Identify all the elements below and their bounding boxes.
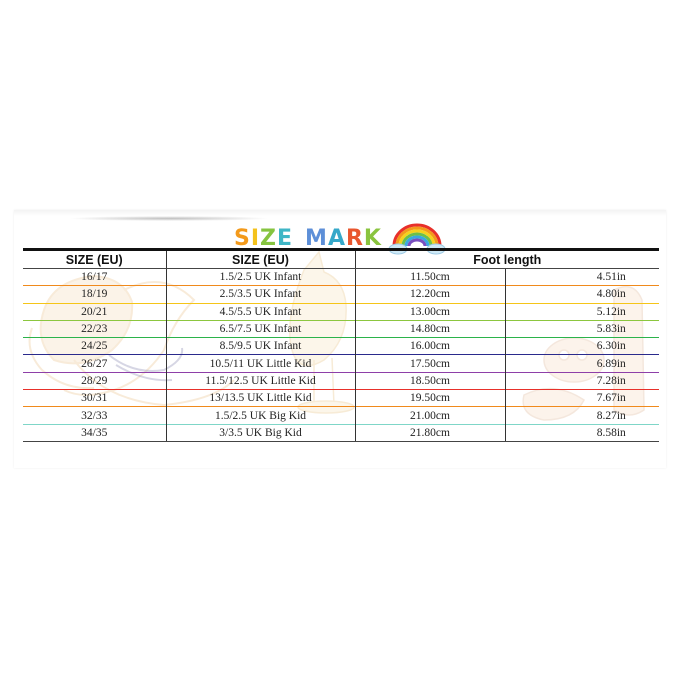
uk-size-cell: 2.5/3.5 UK Infant [166, 286, 355, 303]
table-row [23, 286, 659, 303]
uk-size-cell: 11.5/12.5 UK Little Kid [166, 372, 355, 389]
foot-length-inch-cell: 5.83in [505, 320, 659, 337]
table-header-row [23, 250, 659, 269]
eu-size-cell: 16/17 [23, 269, 166, 286]
foot-length-cm-cell: 17.50cm [355, 355, 505, 372]
header-foot-length: Foot length [355, 250, 659, 269]
foot-length-inch-cell: 8.58in [505, 424, 659, 441]
table-row [23, 303, 659, 320]
table-row [23, 269, 659, 286]
title-letter: A [327, 226, 346, 251]
foot-length-inch-cell: 7.67in [505, 390, 659, 407]
foot-length-inch-cell: 5.12in [505, 303, 659, 320]
foot-length-inch-cell: 4.80in [505, 286, 659, 303]
uk-size-cell: 4.5/5.5 UK Infant [166, 303, 355, 320]
foot-length-inch-cell: 7.28in [505, 372, 659, 389]
foot-length-cm-cell: 16.00cm [355, 338, 505, 355]
foot-length-inch-cell: 6.89in [505, 355, 659, 372]
header-uk-size: SIZE (EU) [166, 250, 355, 269]
foot-length-inch-cell: 6.30in [505, 338, 659, 355]
foot-length-inch-cell: 4.51in [505, 269, 659, 286]
size-table [23, 248, 659, 442]
title-letter: R [345, 226, 364, 251]
title-letter: K [363, 226, 382, 251]
uk-size-cell: 8.5/9.5 UK Infant [166, 338, 355, 355]
table-row [23, 372, 659, 389]
table-row [23, 320, 659, 337]
foot-length-cm-cell: 21.80cm [355, 424, 505, 441]
title-letter: S [234, 226, 251, 251]
foot-length-cm-cell: 11.50cm [355, 269, 505, 286]
foot-length-cm-cell: 14.80cm [355, 320, 505, 337]
foot-length-cm-cell: 12.20cm [355, 286, 505, 303]
eu-size-cell: 34/35 [23, 424, 166, 441]
uk-size-cell: 1.5/2.5 UK Big Kid [166, 407, 355, 424]
eu-size-cell: 30/31 [23, 390, 166, 407]
header-eu-size: SIZE (EU) [23, 250, 166, 269]
foot-length-cm-cell: 13.00cm [355, 303, 505, 320]
eu-size-cell: 26/27 [23, 355, 166, 372]
uk-size-cell: 6.5/7.5 UK Infant [166, 320, 355, 337]
uk-size-cell: 10.5/11 UK Little Kid [166, 355, 355, 372]
title-letter: I [250, 226, 261, 251]
table-row [23, 424, 659, 441]
foot-length-cm-cell: 21.00cm [355, 407, 505, 424]
table-row [23, 407, 659, 424]
eu-size-cell: 24/25 [23, 338, 166, 355]
eu-size-cell: 18/19 [23, 286, 166, 303]
table-row [23, 355, 659, 372]
title-letter: Z [260, 226, 277, 251]
table-row [23, 338, 659, 355]
eu-size-cell: 32/33 [23, 407, 166, 424]
eu-size-cell: 20/21 [23, 303, 166, 320]
foot-length-cm-cell: 18.50cm [355, 372, 505, 389]
uk-size-cell: 13/13.5 UK Little Kid [166, 390, 355, 407]
title-letter: E [277, 226, 294, 251]
foot-length-inch-cell: 8.27in [505, 407, 659, 424]
foot-length-cm-cell: 19.50cm [355, 390, 505, 407]
table-row [23, 390, 659, 407]
size-chart-card [14, 210, 666, 468]
eu-size-cell: 28/29 [23, 372, 166, 389]
eu-size-cell: 22/23 [23, 320, 166, 337]
uk-size-cell: 1.5/2.5 UK Infant [166, 269, 355, 286]
uk-size-cell: 3/3.5 UK Big Kid [166, 424, 355, 441]
table-body [23, 269, 659, 442]
title-letter: M [305, 226, 328, 251]
